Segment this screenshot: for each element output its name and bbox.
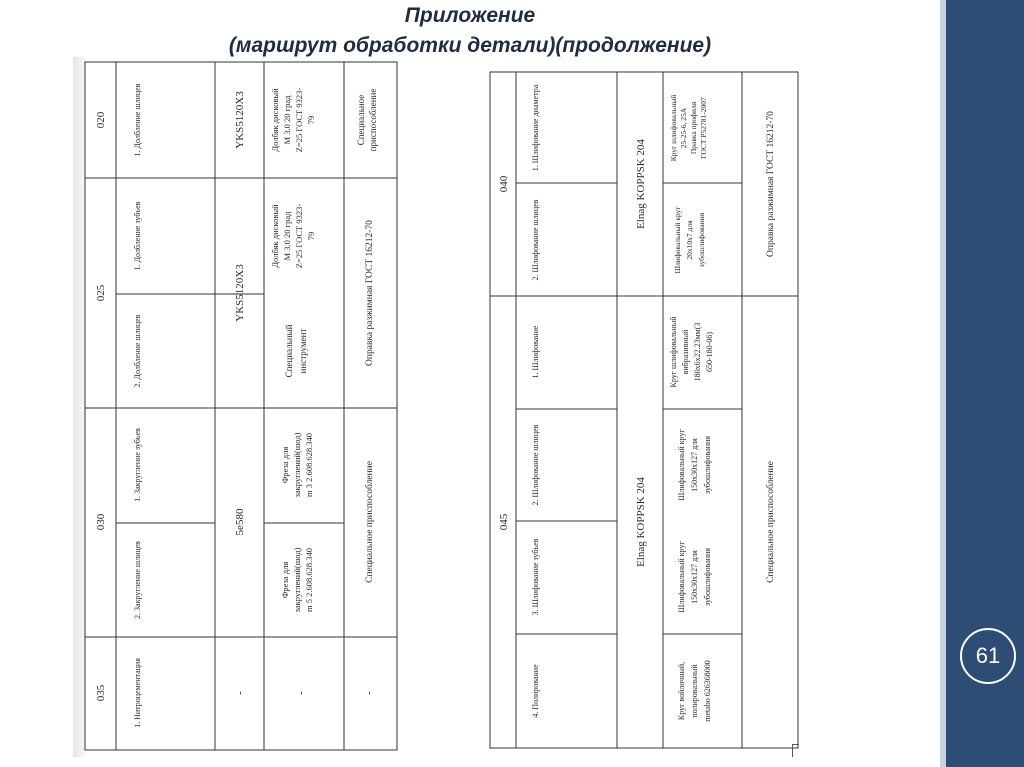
- wheel-text: зубошлифования: [703, 435, 712, 495]
- page-number: 61: [975, 643, 1001, 668]
- op-number-020: 020: [95, 111, 107, 129]
- transition-text: 1. Шлифование диаметра: [531, 84, 540, 172]
- fixture-text: Специальное приспособление: [766, 461, 776, 583]
- fixture-text: Специальное приспособление: [365, 461, 375, 583]
- op-number-035: 035: [95, 684, 107, 702]
- transition-text: 2. Шлифование шлицев: [531, 199, 540, 281]
- wheel-text: 150x30x127 для: [690, 550, 699, 604]
- wheel-text: Шлифовальный круг: [677, 541, 686, 613]
- transition-text: 2. Долбление шлицев: [133, 314, 142, 388]
- fixture-text: -: [363, 691, 375, 695]
- machine-name: YKS5120X3: [234, 91, 246, 149]
- wheel-text: 650-180-06): [705, 332, 714, 372]
- op-number-030: 030: [95, 513, 107, 531]
- machine-name: YKS5120X3: [234, 264, 246, 322]
- wheel-text: полировальный: [690, 664, 699, 718]
- tool-text: Z=25 ГОСТ 9323-: [294, 87, 304, 153]
- transition-text: 2. Шлифование шлицев: [531, 424, 540, 506]
- tool-text: Специальный: [284, 324, 294, 378]
- transition-text: 4. Полирование: [531, 664, 540, 718]
- wheel-text: Правка профиля: [689, 101, 698, 155]
- wheel-text: Круг шлифовальный: [669, 316, 678, 388]
- wheel-text: 180x6x22.23мм(3: [693, 322, 702, 382]
- transition-text: 3. Шлифование зубьев: [531, 538, 540, 616]
- machine-name: Elnag KOPPSK 204: [635, 477, 647, 567]
- op-number-025: 025: [95, 284, 107, 302]
- transition-text: 1. Долбление шлицев: [133, 83, 142, 157]
- tool-text: m 3 2.608.628.340: [304, 433, 314, 497]
- tool-text: 79: [306, 231, 316, 241]
- transition-text: 1. Шлифование: [531, 325, 540, 379]
- machine-name: -: [234, 691, 246, 695]
- fixture-text: приспособление: [368, 88, 378, 152]
- title-line-2: (маршрут обработки детали)(продолжение): [228, 34, 712, 57]
- wheel-text: Шлифовальный круг: [673, 206, 682, 274]
- fixture-text: Оправка разжимная ГОСТ 16212-70: [365, 220, 375, 366]
- fixture-text: Оправка разжимная ГОСТ 16212-70: [766, 111, 776, 257]
- tool-text: Z=25 ГОСТ 9323-: [294, 203, 304, 269]
- machine-name: 5e580: [234, 508, 246, 536]
- tool-text: инструмент: [298, 328, 308, 374]
- transition-text: 1. Закругление зубьев: [133, 428, 142, 502]
- machine-name: Elnag KOPPSK 204: [635, 139, 647, 229]
- tool-text: закруглений(шод): [292, 432, 302, 498]
- fixture-text: Специальное: [356, 94, 366, 146]
- wheel-text: metabo 626368000: [703, 660, 712, 722]
- transition-text: 1. Долбление зубьев: [133, 201, 142, 271]
- wheel-text: Круг шлифовальный: [669, 94, 678, 162]
- tool-text: m 5 2.608.628.340: [304, 548, 314, 612]
- tool-text: 79: [306, 115, 316, 125]
- wheel-text: 150x30x127 для: [690, 438, 699, 492]
- tool-text: М 3.0 20 град: [282, 211, 292, 261]
- tool-text: -: [295, 691, 307, 695]
- page-corner-mark: [792, 744, 799, 757]
- wheel-text: вибразивный: [681, 329, 690, 375]
- wheel-text: Шлифовальный круг: [677, 429, 686, 501]
- title-line-1: Приложение: [404, 4, 536, 27]
- wheel-text: зубошлифования: [703, 547, 712, 607]
- wheel-text: Круг войлочный,: [677, 661, 686, 721]
- op-number-045: 045: [498, 513, 510, 531]
- transition-text: 2. Закругление шлицев: [133, 541, 142, 619]
- tool-text: Фреза для: [280, 561, 290, 599]
- tool-text: Долбяк дисковый: [270, 88, 280, 152]
- op-number-040: 040: [498, 175, 510, 193]
- wheel-text: зубошлифования: [697, 212, 706, 268]
- tool-text: закруглений(шод): [292, 547, 302, 613]
- tool-text: Фреза для: [280, 446, 290, 484]
- wheel-text: 25-25-6, 25А: [679, 107, 688, 149]
- wheel-text: ГОСТ Р52781-2007: [699, 97, 708, 159]
- tool-text: М 3.0 20 град: [282, 95, 292, 145]
- wheel-text: 20x10x7 для: [685, 220, 694, 260]
- tool-text: Долбяк дисковый: [270, 204, 280, 268]
- transition-text: 1. Нитроцементация: [133, 658, 142, 728]
